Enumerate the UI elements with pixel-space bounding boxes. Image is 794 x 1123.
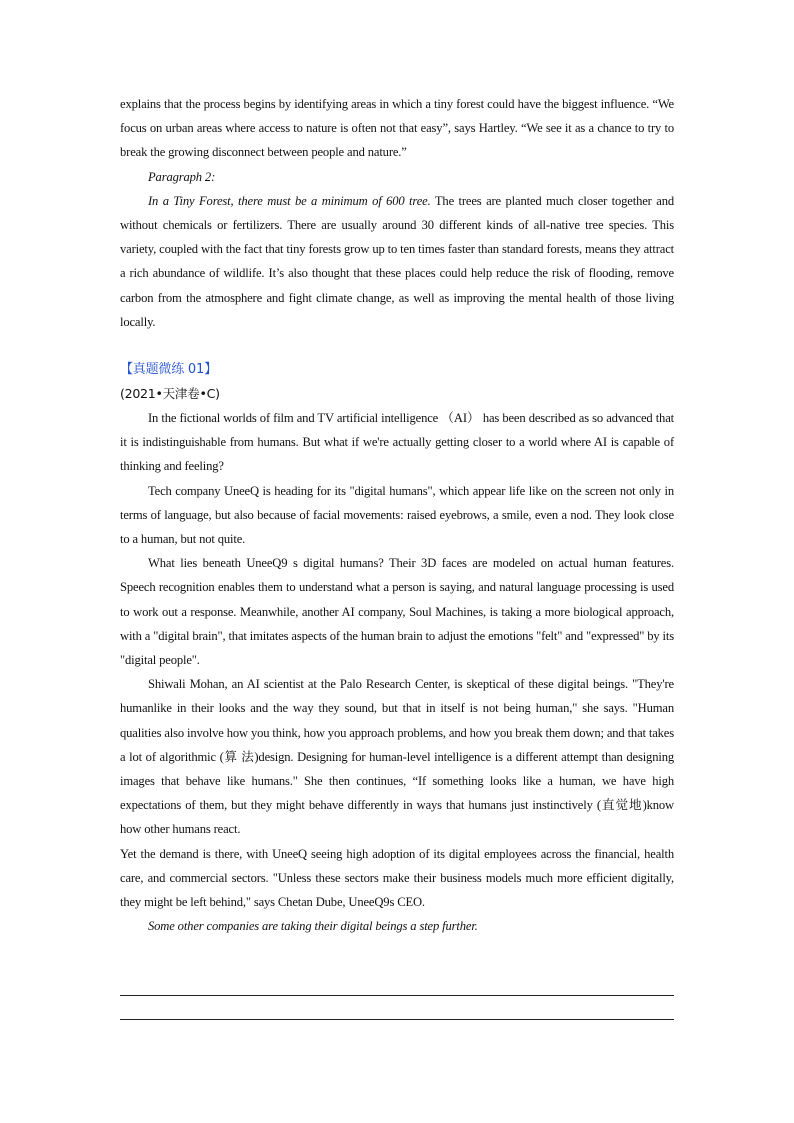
section-title: 【真题微练 01】 — [120, 362, 217, 378]
paragraph-tiny-forest — [120, 189, 674, 334]
paragraph-tiny-forest-text: The trees are planted much closer together and without chemicals or fertilizers. There are usually around 30 different kinds of all-native tree species. This variety, coupled with the fact that tiny forests grow up to ten times faster than standard forests, means they attract a rich abundance of wildlife. It’s also thought that these places could help reduce the risk of flooding, remove carbon from the atmosphere and fight climate change, as well as improving the mental health of those living locally. — [120, 193, 674, 329]
exam-source: (2021•天津卷•C) — [120, 386, 220, 402]
paragraph-label: Paragraph 2: — [148, 169, 216, 184]
article-paragraph-4: Shiwali Mohan, an AI scientist at the Palo Research Center, is skeptical of these digital beings. "They're humanlike in their looks and the way they sound, but that in itself is not being human," she says. "Human qualities also involve how you think, how you approach problems, and how you break them down; and that takes a lot of algorithmic (算 法)design. Designing for human-level intelligence is a different attempt than designing images that behave like humans." She then continues, “If something looks like a human, we have high expectations of them, but they might behave differently in ways that humans just instinctively (直觉地)know how other humans react. — [120, 677, 674, 837]
article-paragraph-2: Tech company UneeQ is heading for its "digital humans", which appear life like on the screen not only in terms of language, but also because of facial movements: raised eyebrows, a smile, even a nod. They look close to a human, but not quite. — [120, 483, 674, 547]
highlighted-sentence: In a Tiny Forest, there must be a minimum of 600 tree. — [148, 193, 431, 208]
paragraph-intro: explains that the process begins by identifying areas in which a tiny forest could have the biggest influence. “We focus on urban areas where access to nature is often not that easy”, says Hartley. “We see it as a chance to try to break the growing disconnect between people and nature.” — [120, 97, 674, 160]
document-body — [120, 92, 674, 939]
article-paragraph-1: In the fictional worlds of film and TV artificial intelligence （AI） has been described as so advanced that it is indistinguishable from humans. But what if we're actually getting closer to a world where AI is capable of thinking and feeling? — [120, 411, 674, 474]
answer-line-2 — [120, 1019, 674, 1020]
article-paragraph-5: Yet the demand is there, with UneeQ seeing high adoption of its digital employees across the financial, health care, and commercial sectors. "Unless these sectors make their business models much more efficient digitally, they might be left behind," says Chetan Dube, UneeQ9s CEO. — [120, 846, 674, 910]
answer-line-1 — [120, 995, 674, 996]
article-paragraph-3: What lies beneath UneeQ9 s digital humans? Their 3D faces are modeled on actual human features. Speech recognition enables them to understand what a person is saying, and natural language processing is used to work out a response. Meanwhile, another AI company, Soul Machines, is taking a more biological approach, with a "digital brain", that imitates aspects of the human brain to adjust the emotions "felt" and "expressed" by its "digital people". — [120, 556, 675, 668]
article-paragraph-6: Some other companies are taking their digital beings a step further. — [148, 919, 478, 934]
